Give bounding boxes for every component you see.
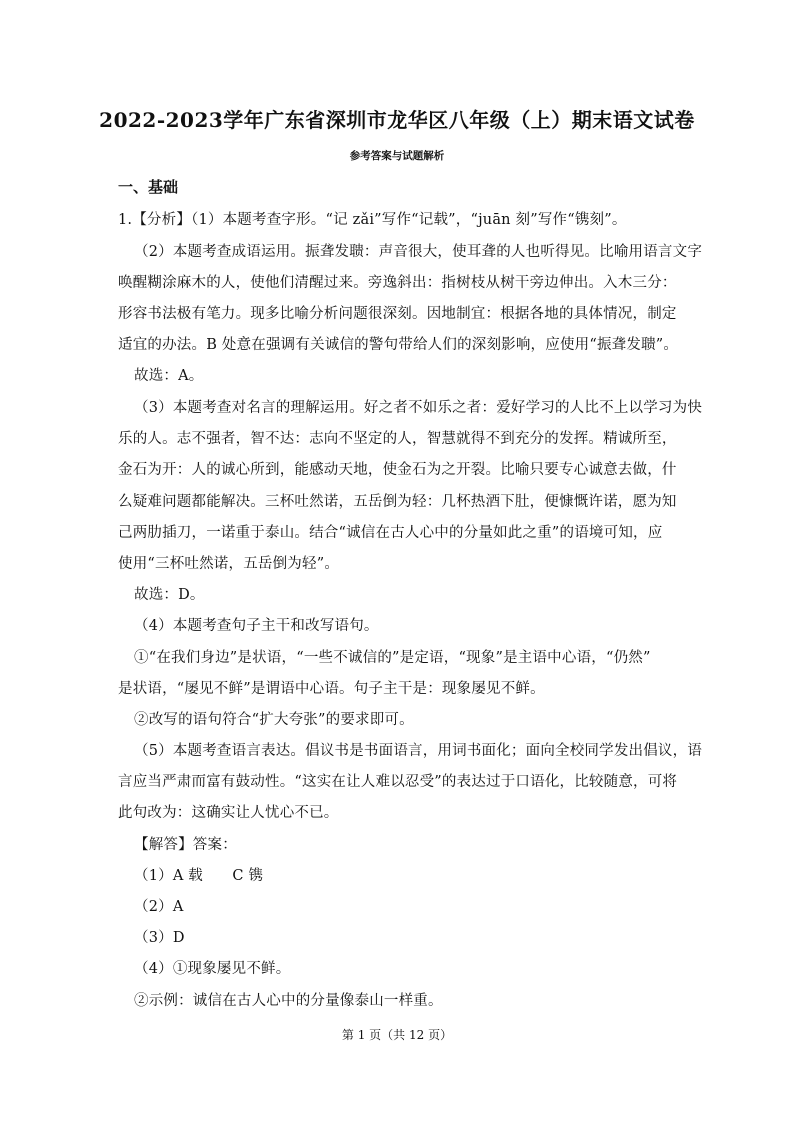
- text-line: （4）①现象屡见不鲜。: [134, 961, 291, 977]
- text-line: 【解答】答案：: [134, 837, 237, 853]
- text-line: （3）本题考查对名言的理解运用。好之者不如乐之者：爱好学习的人比不上以学习为快: [134, 400, 703, 416]
- document-subtitle: 参考答案与试题解析: [349, 150, 445, 162]
- page-footer: 第 1 页（共 12 页）: [341, 1028, 453, 1042]
- text-line: （4）本题考查句子主干和改写语句。: [134, 618, 379, 634]
- document-title: 2022-2023学年广东省深圳市龙华区八年级（上）期末语文试卷: [99, 108, 695, 132]
- text-line: 是状语，“屡见不鲜”是谓语中心语。句子主干是：现象屡见不鲜。: [118, 681, 545, 697]
- section-heading: 一、基础: [118, 178, 179, 196]
- text-line: 金石为开：人的诚心所到，能感动天地，使金石为之开裂。比喻只要专心诚意去做，什: [118, 462, 677, 478]
- text-line: 形容书法极有笔力。现多比喻分析问题很深刻。因地制宜：根据各地的具体情况，制定: [118, 306, 677, 322]
- text-line: （2）本题考查成语运用。振聋发聩：声音很大，使耳聋的人也听得见。比喻用语言文字: [134, 244, 703, 260]
- text-line: 己两肋插刀，一诺重于泰山。结合“诚信在古人心中的分量如此之重”的语境可知，应: [118, 525, 663, 541]
- text-line: 适宜的办法。B 处意在强调有关诚信的警句带给人们的深刻影响，应使用“振聋发聩”。: [118, 337, 679, 353]
- text-line: 言应当严肃而富有鼓动性。“这实在让人难以忍受”的表达过于口语化，比较随意，可将: [118, 774, 678, 790]
- text-line: （1）A 载 C 镌: [134, 868, 264, 884]
- text-line: 此句改为：这确实让人忧心不已。: [118, 805, 339, 821]
- text-line: 唤醒糊涂麻木的人，使他们清醒过来。旁逸斜出：指树枝从树干旁边伸出。入木三分：: [118, 275, 677, 291]
- text-line: ①“在我们身边”是状语，“一些不诚信的”是定语，“现象”是主语中心语，“仍然”: [134, 650, 651, 666]
- text-line: ②示例：诚信在古人心中的分量像泰山一样重。: [134, 993, 443, 1009]
- text-line: 么疑难问题都能解决。三杯吐然诺，五岳倒为轻：几杯热酒下肚，便慷慨许诺，愿为知: [118, 494, 677, 510]
- text-line: 1.【分析】（1）本题考查字形。“记 zǎi”写作“记载”，“juān 刻”写作“镌刻”。: [118, 212, 627, 228]
- text-line: 乐的人。志不强者，智不达：志向不坚定的人，智慧就得不到充分的发挥。精诚所至，: [118, 431, 677, 447]
- text-line: 故选：A。: [134, 368, 204, 384]
- text-line: ②改写的语句符合“扩大夸张”的要求即可。: [134, 712, 414, 728]
- text-line: 故选：D。: [134, 587, 205, 603]
- text-line: 使用“三杯吐然诺，五岳倒为轻”。: [118, 556, 340, 572]
- text-line: （5）本题考查语言表达。倡议书是书面语言，用词书面化；面向全校同学发出倡议，语: [134, 743, 703, 759]
- text-line: （3）D: [134, 930, 185, 946]
- text-line: （2）A: [134, 899, 184, 915]
